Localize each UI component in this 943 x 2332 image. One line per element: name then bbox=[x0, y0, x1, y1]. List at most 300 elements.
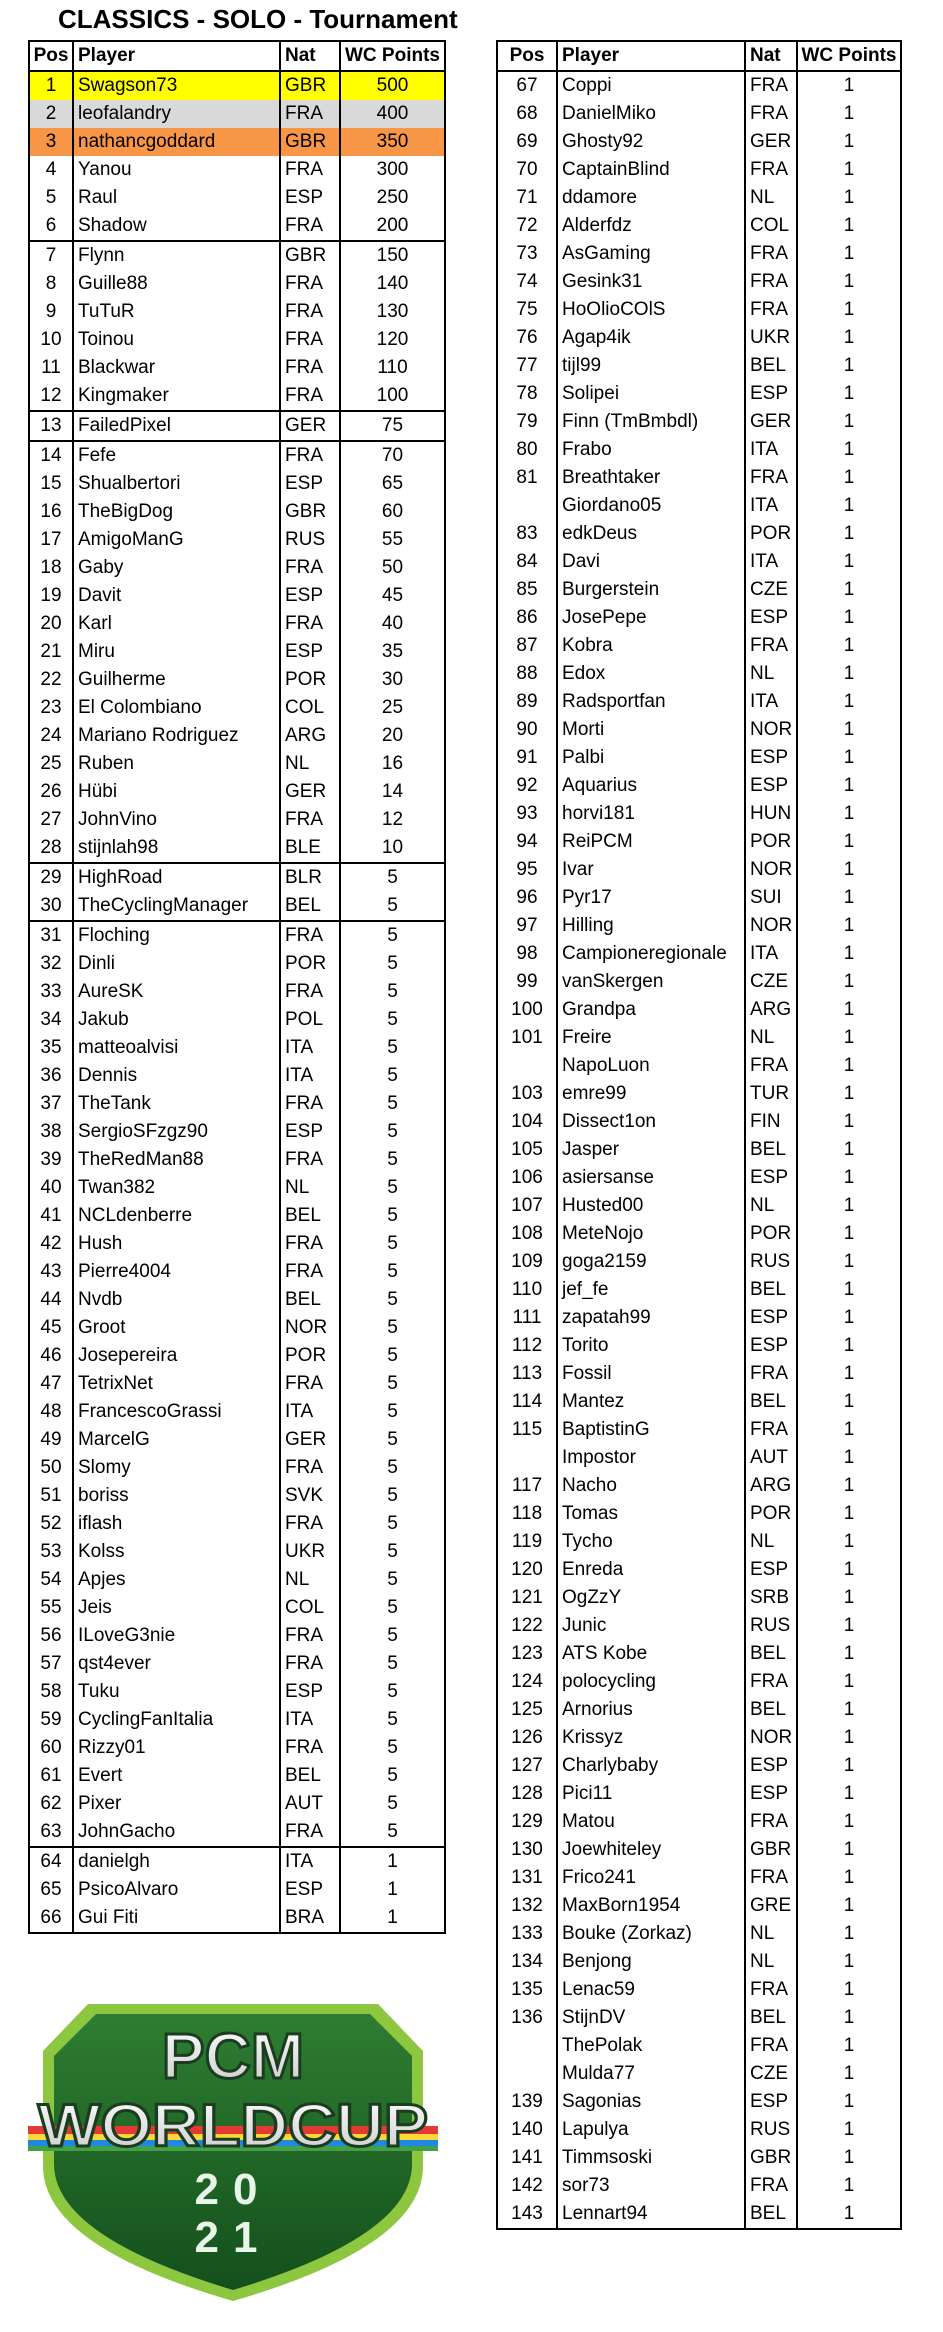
cell-player: Giordano05 bbox=[557, 492, 745, 520]
cell-player: Gaby bbox=[73, 554, 280, 582]
cell-nat: BEL bbox=[280, 1762, 340, 1790]
table-row bbox=[497, 940, 901, 968]
table-row bbox=[29, 156, 445, 184]
cell-player: Pierre4004 bbox=[73, 1258, 280, 1286]
cell-player: Shualbertori bbox=[73, 470, 280, 498]
cell-points: 1 bbox=[797, 1332, 901, 1360]
cell-player: Aquarius bbox=[557, 772, 745, 800]
header-nat: Nat bbox=[745, 41, 797, 71]
cell-points: 5 bbox=[340, 892, 445, 921]
cell-nat: BLE bbox=[280, 834, 340, 863]
cell-nat: ESP bbox=[745, 1780, 797, 1808]
cell-pos: 51 bbox=[29, 1482, 73, 1510]
cell-nat: NL bbox=[280, 1174, 340, 1202]
cell-pos bbox=[497, 2032, 557, 2060]
cell-points: 1 bbox=[797, 688, 901, 716]
cell-pos: 9 bbox=[29, 298, 73, 326]
cell-nat: NL bbox=[280, 750, 340, 778]
table-row bbox=[497, 1556, 901, 1584]
cell-pos: 50 bbox=[29, 1454, 73, 1482]
table-row bbox=[497, 744, 901, 772]
cell-points: 5 bbox=[340, 1034, 445, 1062]
cell-points: 1 bbox=[797, 968, 901, 996]
cell-player: MeteNojo bbox=[557, 1220, 745, 1248]
cell-player: TheTank bbox=[73, 1090, 280, 1118]
cell-pos: 142 bbox=[497, 2172, 557, 2200]
table-row bbox=[497, 576, 901, 604]
cell-pos: 63 bbox=[29, 1818, 73, 1847]
cell-points: 5 bbox=[340, 1790, 445, 1818]
cell-nat: FRA bbox=[745, 1864, 797, 1892]
cell-pos: 68 bbox=[497, 100, 557, 128]
cell-points: 5 bbox=[340, 1398, 445, 1426]
cell-player: Guilherme bbox=[73, 666, 280, 694]
cell-nat: NOR bbox=[280, 1314, 340, 1342]
cell-points: 1 bbox=[797, 1668, 901, 1696]
cell-points: 1 bbox=[797, 2088, 901, 2116]
cell-nat: ITA bbox=[745, 940, 797, 968]
cell-nat: BEL bbox=[745, 1640, 797, 1668]
cell-player: Nacho bbox=[557, 1472, 745, 1500]
cell-points: 400 bbox=[340, 100, 445, 128]
cell-points: 5 bbox=[340, 1174, 445, 1202]
cell-points: 250 bbox=[340, 184, 445, 212]
table-row bbox=[29, 1398, 445, 1426]
cell-pos: 81 bbox=[497, 464, 557, 492]
cell-pos: 80 bbox=[497, 436, 557, 464]
cell-player: NapoLuon bbox=[557, 1052, 745, 1080]
cell-points: 10 bbox=[340, 834, 445, 863]
cell-points: 1 bbox=[797, 1808, 901, 1836]
cell-player: horvi181 bbox=[557, 800, 745, 828]
cell-nat: FRA bbox=[745, 2172, 797, 2200]
cell-nat: ESP bbox=[280, 1678, 340, 1706]
cell-points: 75 bbox=[340, 411, 445, 441]
table-row bbox=[29, 1034, 445, 1062]
cell-nat: ITA bbox=[280, 1034, 340, 1062]
cell-player: TetrixNet bbox=[73, 1370, 280, 1398]
table-row bbox=[29, 1904, 445, 1933]
table-row bbox=[29, 778, 445, 806]
table-row bbox=[29, 1062, 445, 1090]
cell-pos: 17 bbox=[29, 526, 73, 554]
cell-points: 5 bbox=[340, 1594, 445, 1622]
cell-player: Breathtaker bbox=[557, 464, 745, 492]
table-row bbox=[497, 1444, 901, 1472]
cell-points: 1 bbox=[797, 660, 901, 688]
cell-nat: NL bbox=[745, 1920, 797, 1948]
cell-player: boriss bbox=[73, 1482, 280, 1510]
cell-nat: FRA bbox=[280, 354, 340, 382]
table-row bbox=[497, 324, 901, 352]
table-row bbox=[497, 1024, 901, 1052]
cell-nat: NL bbox=[745, 1192, 797, 1220]
cell-nat: BEL bbox=[280, 1202, 340, 1230]
cell-points: 5 bbox=[340, 1762, 445, 1790]
cell-nat: ITA bbox=[280, 1062, 340, 1090]
cell-points: 1 bbox=[797, 2116, 901, 2144]
cell-player: PsicoAlvaro bbox=[73, 1876, 280, 1904]
cell-player: Charlybaby bbox=[557, 1752, 745, 1780]
cell-pos: 44 bbox=[29, 1286, 73, 1314]
cell-nat: ESP bbox=[280, 582, 340, 610]
table-row bbox=[29, 128, 445, 156]
cell-player: Joewhiteley bbox=[557, 1836, 745, 1864]
table-row bbox=[29, 1734, 445, 1762]
cell-pos: 71 bbox=[497, 184, 557, 212]
cell-nat: ESP bbox=[745, 1304, 797, 1332]
cell-nat: FRA bbox=[280, 212, 340, 241]
cell-points: 1 bbox=[797, 1304, 901, 1332]
cell-points: 1 bbox=[797, 1780, 901, 1808]
cell-points: 1 bbox=[797, 1752, 901, 1780]
table-row bbox=[497, 1780, 901, 1808]
cell-pos: 110 bbox=[497, 1276, 557, 1304]
cell-pos: 88 bbox=[497, 660, 557, 688]
cell-nat: NL bbox=[280, 1566, 340, 1594]
cell-player: Flynn bbox=[73, 241, 280, 270]
header-player: Player bbox=[557, 41, 745, 71]
cell-points: 5 bbox=[340, 1734, 445, 1762]
table-row bbox=[497, 1808, 901, 1836]
table-row bbox=[29, 694, 445, 722]
cell-player: Timmsoski bbox=[557, 2144, 745, 2172]
cell-pos: 66 bbox=[29, 1904, 73, 1933]
cell-points: 1 bbox=[797, 1248, 901, 1276]
cell-player: Solipei bbox=[557, 380, 745, 408]
cell-pos: 141 bbox=[497, 2144, 557, 2172]
table-header-row bbox=[29, 41, 445, 71]
cell-points: 50 bbox=[340, 554, 445, 582]
table-row bbox=[497, 296, 901, 324]
cell-nat: FRA bbox=[280, 1370, 340, 1398]
cell-player: El Colombiano bbox=[73, 694, 280, 722]
cell-points: 1 bbox=[797, 996, 901, 1024]
cell-points: 1 bbox=[797, 856, 901, 884]
cell-points: 1 bbox=[340, 1904, 445, 1933]
cell-points: 140 bbox=[340, 270, 445, 298]
table-row bbox=[29, 1622, 445, 1650]
cell-nat: ITA bbox=[280, 1706, 340, 1734]
cell-nat: NOR bbox=[745, 856, 797, 884]
cell-pos: 46 bbox=[29, 1342, 73, 1370]
cell-nat: FIN bbox=[745, 1108, 797, 1136]
cell-points: 1 bbox=[797, 296, 901, 324]
cell-nat: GBR bbox=[745, 2144, 797, 2172]
table-row bbox=[29, 1230, 445, 1258]
cell-player: Edox bbox=[557, 660, 745, 688]
cell-nat: FRA bbox=[745, 100, 797, 128]
cell-pos: 134 bbox=[497, 1948, 557, 1976]
cell-points: 1 bbox=[797, 184, 901, 212]
cell-points: 1 bbox=[797, 2004, 901, 2032]
cell-points: 1 bbox=[797, 1892, 901, 1920]
cell-points: 1 bbox=[797, 240, 901, 268]
cell-pos: 6 bbox=[29, 212, 73, 241]
table-row bbox=[29, 806, 445, 834]
cell-player: Sagonias bbox=[557, 2088, 745, 2116]
cell-pos: 111 bbox=[497, 1304, 557, 1332]
cell-player: AureSK bbox=[73, 978, 280, 1006]
cell-player: Tomas bbox=[557, 1500, 745, 1528]
table-row bbox=[29, 1286, 445, 1314]
cell-points: 110 bbox=[340, 354, 445, 382]
table-row bbox=[497, 1136, 901, 1164]
cell-points: 1 bbox=[797, 212, 901, 240]
cell-points: 1 bbox=[797, 128, 901, 156]
table-row bbox=[29, 834, 445, 863]
cell-pos: 100 bbox=[497, 996, 557, 1024]
cell-pos: 125 bbox=[497, 1696, 557, 1724]
cell-nat: ESP bbox=[745, 772, 797, 800]
cell-pos: 16 bbox=[29, 498, 73, 526]
table-row bbox=[497, 548, 901, 576]
cell-points: 1 bbox=[797, 1724, 901, 1752]
cell-points: 5 bbox=[340, 1370, 445, 1398]
cell-points: 1 bbox=[797, 1976, 901, 2004]
table-row bbox=[29, 212, 445, 241]
cell-pos: 58 bbox=[29, 1678, 73, 1706]
cell-points: 45 bbox=[340, 582, 445, 610]
cell-points: 1 bbox=[797, 884, 901, 912]
cell-points: 1 bbox=[797, 2060, 901, 2088]
cell-player: Finn (TmBmbdl) bbox=[557, 408, 745, 436]
cell-pos: 105 bbox=[497, 1136, 557, 1164]
table-row bbox=[497, 1864, 901, 1892]
cell-nat: BEL bbox=[745, 2004, 797, 2032]
cell-points: 1 bbox=[797, 1164, 901, 1192]
cell-player: SergioSFzgz90 bbox=[73, 1118, 280, 1146]
cell-pos bbox=[497, 1444, 557, 1472]
cell-pos: 126 bbox=[497, 1724, 557, 1752]
cell-nat: NL bbox=[745, 184, 797, 212]
cell-pos: 53 bbox=[29, 1538, 73, 1566]
cell-nat: ESP bbox=[745, 744, 797, 772]
table-row bbox=[497, 352, 901, 380]
cell-player: Karl bbox=[73, 610, 280, 638]
cell-nat: ESP bbox=[280, 1876, 340, 1904]
cell-player: Grandpa bbox=[557, 996, 745, 1024]
cell-nat: ESP bbox=[280, 638, 340, 666]
cell-player: Junic bbox=[557, 1612, 745, 1640]
cell-pos: 91 bbox=[497, 744, 557, 772]
cell-player: Kingmaker bbox=[73, 382, 280, 411]
table-row bbox=[29, 1426, 445, 1454]
cell-pos: 2 bbox=[29, 100, 73, 128]
cell-points: 1 bbox=[797, 1052, 901, 1080]
table-row bbox=[29, 1790, 445, 1818]
cell-nat: AUT bbox=[745, 1444, 797, 1472]
cell-points: 5 bbox=[340, 1566, 445, 1594]
table-row bbox=[29, 1202, 445, 1230]
cell-nat: GBR bbox=[280, 128, 340, 156]
cell-points: 1 bbox=[797, 1024, 901, 1052]
cell-player: asiersanse bbox=[557, 1164, 745, 1192]
cell-pos: 52 bbox=[29, 1510, 73, 1538]
cell-points: 1 bbox=[797, 1584, 901, 1612]
cell-player: HoOlioCOlS bbox=[557, 296, 745, 324]
cell-player: Lenac59 bbox=[557, 1976, 745, 2004]
cell-player: StijnDV bbox=[557, 2004, 745, 2032]
cell-pos: 115 bbox=[497, 1416, 557, 1444]
table-row bbox=[497, 1192, 901, 1220]
cell-points: 1 bbox=[797, 912, 901, 940]
table-row bbox=[29, 382, 445, 411]
cell-nat: GER bbox=[745, 408, 797, 436]
table-row bbox=[29, 666, 445, 694]
cell-nat: POR bbox=[280, 666, 340, 694]
cell-nat: FRA bbox=[745, 632, 797, 660]
cell-nat: FRA bbox=[280, 1818, 340, 1847]
cell-player: CyclingFanItalia bbox=[73, 1706, 280, 1734]
cell-nat: FRA bbox=[280, 1146, 340, 1174]
cell-nat: AUT bbox=[280, 1790, 340, 1818]
cell-pos: 130 bbox=[497, 1836, 557, 1864]
cell-player: HighRoad bbox=[73, 863, 280, 892]
table-row bbox=[29, 610, 445, 638]
cell-points: 5 bbox=[340, 1622, 445, 1650]
cell-points: 5 bbox=[340, 1818, 445, 1847]
cell-player: Swagson73 bbox=[73, 71, 280, 100]
cell-nat: FRA bbox=[280, 270, 340, 298]
cell-points: 5 bbox=[340, 1090, 445, 1118]
cell-nat: FRA bbox=[280, 1090, 340, 1118]
cell-points: 1 bbox=[797, 352, 901, 380]
cell-pos: 76 bbox=[497, 324, 557, 352]
cell-points: 1 bbox=[797, 1836, 901, 1864]
table-row bbox=[29, 1370, 445, 1398]
cell-pos: 14 bbox=[29, 441, 73, 470]
cell-pos: 131 bbox=[497, 1864, 557, 1892]
cell-pos: 4 bbox=[29, 156, 73, 184]
logo-text-worldcup: WORLDCUP bbox=[38, 2092, 428, 2159]
table-row bbox=[497, 492, 901, 520]
cell-pos: 13 bbox=[29, 411, 73, 441]
cell-player: Jakub bbox=[73, 1006, 280, 1034]
cell-nat: FRA bbox=[280, 382, 340, 411]
cell-points: 100 bbox=[340, 382, 445, 411]
cell-pos: 32 bbox=[29, 950, 73, 978]
cell-nat: FRA bbox=[745, 240, 797, 268]
table-row bbox=[497, 464, 901, 492]
cell-points: 1 bbox=[797, 1416, 901, 1444]
table-row bbox=[497, 1976, 901, 2004]
table-row bbox=[497, 128, 901, 156]
cell-player: stijnlah98 bbox=[73, 834, 280, 863]
table-row bbox=[497, 2004, 901, 2032]
cell-player: Coppi bbox=[557, 71, 745, 100]
cell-nat: BEL bbox=[745, 352, 797, 380]
cell-points: 1 bbox=[797, 1276, 901, 1304]
table-row bbox=[497, 632, 901, 660]
cell-points: 1 bbox=[797, 548, 901, 576]
cell-pos: 30 bbox=[29, 892, 73, 921]
cell-pos: 69 bbox=[497, 128, 557, 156]
cell-nat: GER bbox=[280, 411, 340, 441]
cell-player: Frabo bbox=[557, 436, 745, 464]
cell-points: 200 bbox=[340, 212, 445, 241]
cell-nat: ARG bbox=[745, 996, 797, 1024]
cell-pos: 24 bbox=[29, 722, 73, 750]
cell-points: 1 bbox=[797, 1108, 901, 1136]
cell-player: Frico241 bbox=[557, 1864, 745, 1892]
cell-points: 1 bbox=[797, 800, 901, 828]
cell-pos: 59 bbox=[29, 1706, 73, 1734]
cell-nat: FRA bbox=[745, 156, 797, 184]
cell-nat: TUR bbox=[745, 1080, 797, 1108]
cell-player: Guille88 bbox=[73, 270, 280, 298]
cell-points: 70 bbox=[340, 441, 445, 470]
cell-player: Rizzy01 bbox=[73, 1734, 280, 1762]
cell-nat: GRE bbox=[745, 1892, 797, 1920]
standings-table-left bbox=[28, 40, 446, 1934]
cell-points: 1 bbox=[797, 268, 901, 296]
cell-player: Campioneregionale bbox=[557, 940, 745, 968]
table-row bbox=[29, 1174, 445, 1202]
cell-points: 1 bbox=[797, 380, 901, 408]
cell-pos: 84 bbox=[497, 548, 557, 576]
cell-pos: 103 bbox=[497, 1080, 557, 1108]
cell-player: Radsportfan bbox=[557, 688, 745, 716]
cell-nat: ARG bbox=[280, 722, 340, 750]
table-row bbox=[29, 1678, 445, 1706]
cell-pos: 118 bbox=[497, 1500, 557, 1528]
cell-player: Shadow bbox=[73, 212, 280, 241]
table-row bbox=[497, 100, 901, 128]
cell-player: Gesink31 bbox=[557, 268, 745, 296]
cell-nat: ARG bbox=[745, 1472, 797, 1500]
cell-player: Krissyz bbox=[557, 1724, 745, 1752]
header-nat: Nat bbox=[280, 41, 340, 71]
table-row bbox=[497, 268, 901, 296]
cell-player: Blackwar bbox=[73, 354, 280, 382]
cell-points: 5 bbox=[340, 863, 445, 892]
cell-nat: FRA bbox=[280, 1734, 340, 1762]
table-row bbox=[29, 1847, 445, 1876]
cell-points: 1 bbox=[797, 408, 901, 436]
cell-pos: 33 bbox=[29, 978, 73, 1006]
cell-nat: NOR bbox=[745, 716, 797, 744]
cell-nat: GBR bbox=[280, 71, 340, 100]
cell-pos: 139 bbox=[497, 2088, 557, 2116]
table-row bbox=[497, 1920, 901, 1948]
cell-nat: GER bbox=[745, 128, 797, 156]
table-row bbox=[497, 436, 901, 464]
table-row bbox=[497, 184, 901, 212]
cell-points: 60 bbox=[340, 498, 445, 526]
cell-pos: 75 bbox=[497, 296, 557, 324]
cell-nat: ESP bbox=[745, 1752, 797, 1780]
cell-pos: 89 bbox=[497, 688, 557, 716]
table-row bbox=[497, 1416, 901, 1444]
cell-player: Kolss bbox=[73, 1538, 280, 1566]
cell-pos: 101 bbox=[497, 1024, 557, 1052]
table-row bbox=[497, 71, 901, 100]
cell-player: OgZzY bbox=[557, 1584, 745, 1612]
cell-pos: 11 bbox=[29, 354, 73, 382]
table-row bbox=[29, 1146, 445, 1174]
cell-pos: 5 bbox=[29, 184, 73, 212]
cell-pos: 48 bbox=[29, 1398, 73, 1426]
cell-points: 1 bbox=[797, 828, 901, 856]
table-row bbox=[29, 241, 445, 270]
cell-player: zapatah99 bbox=[557, 1304, 745, 1332]
cell-points: 1 bbox=[797, 1220, 901, 1248]
cell-player: Tycho bbox=[557, 1528, 745, 1556]
table-row bbox=[497, 1584, 901, 1612]
cell-points: 1 bbox=[797, 1640, 901, 1668]
cell-player: ddamore bbox=[557, 184, 745, 212]
